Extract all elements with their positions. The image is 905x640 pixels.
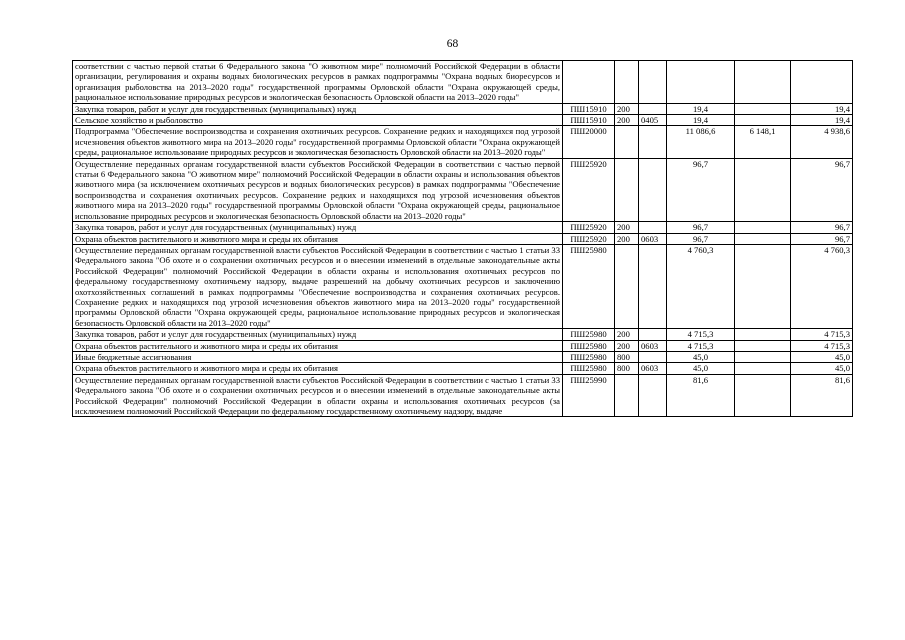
- row-federal-cell: [735, 61, 791, 104]
- row-section-cell: [639, 222, 667, 233]
- row-section-cell: 0603: [639, 363, 667, 374]
- row-name-cell: соответствии с частью первой статьи 6 Федерального закона "О животном мире" полномочий Российской Федерации в области организации, регулирования и охраны водных биологических ресурсов в рамках подпрограммы "Охрана водных биоресурсов и организация рыболовства на 2013–2020 годы" государственной программы Орловской области "Охрана окружающей среды, рациональное использование природных ресурсов и экологическая безопасность Орловской области на 2013–2020 годы": [73, 61, 563, 104]
- row-federal-cell: [735, 103, 791, 114]
- table-body: [73, 61, 853, 417]
- row-expense-type-cell: 800: [615, 363, 639, 374]
- row-name-cell: Осуществление переданных органам государственной власти субъектов Российской Федерации в соответствии с частью первой статьи 6 Федерального закона "О животном мире" полномочий Российской Федерации в области охраны и использования объектов животного мира (за исключением охотничьих ресурсов и водных биологических ресурсов) в рамках подпрограммы "Обеспечение воспроизводства и сохранения охотничьих ресурсов. Сохранение редких и находящихся под угрозой исчезновения объектов животного мира на 2013–2020 годы" государственной программы Орловской области "Охрана окружающей среды, рациональное использование природных ресурсов и экологическая безопасность Орловской области на 2013–2020 годы": [73, 158, 563, 221]
- row-federal-cell: 6 148,1: [735, 126, 791, 158]
- table-row: [73, 222, 853, 233]
- row-name-cell: Осуществление переданных органам государственной власти субъектов Российской Федерации в соответствии с частью 1 статьи 33 Федерального закона "Об охоте и о сохранении охотничьих ресурсов и о внесении изменений в отдельные законодательные акты Российской Федерации" полномочий Российской Федерации в области охраны и использования охотничьих ресурсов (за исключением полномочий Российской Федерации по федеральному государственному охотничьему надзору, выдаче: [73, 374, 563, 417]
- row-federal-cell: [735, 115, 791, 126]
- table-row: [73, 103, 853, 114]
- row-name-cell: Закупка товаров, работ и услуг для государственных (муниципальных) нужд: [73, 222, 563, 233]
- row-expense-type-cell: 800: [615, 351, 639, 362]
- row-total-cell: 19,4: [667, 115, 735, 126]
- table-row: [73, 329, 853, 340]
- row-code-cell: ПШ15910: [563, 103, 615, 114]
- table-row: [73, 233, 853, 244]
- row-code-cell: [563, 61, 615, 104]
- row-code-cell: ПШ25980: [563, 363, 615, 374]
- row-regional-cell: 96,7: [791, 233, 853, 244]
- row-expense-type-cell: 200: [615, 329, 639, 340]
- row-total-cell: 45,0: [667, 363, 735, 374]
- row-expense-type-cell: [615, 126, 639, 158]
- row-section-cell: [639, 351, 667, 362]
- row-expense-type-cell: [615, 61, 639, 104]
- row-section-cell: [639, 103, 667, 114]
- row-total-cell: 81,6: [667, 374, 735, 417]
- row-regional-cell: 45,0: [791, 363, 853, 374]
- row-name-cell: Сельское хозяйство и рыболовство: [73, 115, 563, 126]
- table-row: [73, 340, 853, 351]
- row-section-cell: [639, 374, 667, 417]
- row-federal-cell: [735, 329, 791, 340]
- row-name-cell: Охрана объектов растительного и животного мира и среды их обитания: [73, 363, 563, 374]
- row-regional-cell: 4 715,3: [791, 340, 853, 351]
- page-number: 68: [446, 38, 459, 50]
- row-total-cell: 4 760,3: [667, 244, 735, 328]
- row-total-cell: [667, 61, 735, 104]
- row-expense-type-cell: [615, 244, 639, 328]
- row-regional-cell: 45,0: [791, 351, 853, 362]
- row-federal-cell: [735, 158, 791, 221]
- row-section-cell: 0603: [639, 233, 667, 244]
- row-regional-cell: [791, 61, 853, 104]
- row-section-cell: 0603: [639, 340, 667, 351]
- row-regional-cell: 19,4: [791, 103, 853, 114]
- row-code-cell: ПШ15910: [563, 115, 615, 126]
- row-section-cell: [639, 158, 667, 221]
- row-federal-cell: [735, 374, 791, 417]
- row-federal-cell: [735, 340, 791, 351]
- row-regional-cell: 4 760,3: [791, 244, 853, 328]
- row-expense-type-cell: 200: [615, 115, 639, 126]
- row-total-cell: 96,7: [667, 222, 735, 233]
- row-total-cell: 96,7: [667, 233, 735, 244]
- budget-table: [72, 60, 853, 417]
- row-code-cell: ПШ25980: [563, 340, 615, 351]
- table-row: [73, 374, 853, 417]
- row-code-cell: ПШ25920: [563, 158, 615, 221]
- row-federal-cell: [735, 363, 791, 374]
- row-expense-type-cell: 200: [615, 103, 639, 114]
- table-row: [73, 115, 853, 126]
- row-name-cell: Охрана объектов растительного и животного мира и среды их обитания: [73, 233, 563, 244]
- row-section-cell: [639, 244, 667, 328]
- row-federal-cell: [735, 222, 791, 233]
- row-section-cell: [639, 126, 667, 158]
- row-regional-cell: 4 938,6: [791, 126, 853, 158]
- row-name-cell: Подпрограмма "Обеспечение воспроизводства и сохранения охотничьих ресурсов. Сохранение редких и находящихся под угрозой исчезновения объектов животного мира на 2013–2020 годы" государственной программы Орловской области "Охрана окружающей среды, рациональное использование природных ресурсов и экологическая безопасность Орловской области на 2013–2020 годы": [73, 126, 563, 158]
- row-expense-type-cell: [615, 374, 639, 417]
- row-total-cell: 4 715,3: [667, 329, 735, 340]
- row-code-cell: ПШ25980: [563, 244, 615, 328]
- table-row: [73, 363, 853, 374]
- row-name-cell: Закупка товаров, работ и услуг для государственных (муниципальных) нужд: [73, 103, 563, 114]
- row-federal-cell: [735, 351, 791, 362]
- row-expense-type-cell: [615, 158, 639, 221]
- row-code-cell: ПШ25920: [563, 222, 615, 233]
- row-section-cell: 0405: [639, 115, 667, 126]
- row-code-cell: ПШ20000: [563, 126, 615, 158]
- row-code-cell: ПШ25920: [563, 233, 615, 244]
- table-row: [73, 244, 853, 328]
- row-regional-cell: 96,7: [791, 222, 853, 233]
- row-code-cell: ПШ25980: [563, 329, 615, 340]
- row-expense-type-cell: 200: [615, 233, 639, 244]
- row-code-cell: ПШ25990: [563, 374, 615, 417]
- row-regional-cell: 4 715,3: [791, 329, 853, 340]
- row-code-cell: ПШ25980: [563, 351, 615, 362]
- table-row: [73, 126, 853, 158]
- row-name-cell: Охрана объектов растительного и животного мира и среды их обитания: [73, 340, 563, 351]
- row-regional-cell: 19,4: [791, 115, 853, 126]
- row-total-cell: 96,7: [667, 158, 735, 221]
- row-section-cell: [639, 329, 667, 340]
- row-federal-cell: [735, 233, 791, 244]
- row-regional-cell: 81,6: [791, 374, 853, 417]
- table-row: [73, 61, 853, 104]
- row-total-cell: 45,0: [667, 351, 735, 362]
- row-total-cell: 4 715,3: [667, 340, 735, 351]
- row-name-cell: Закупка товаров, работ и услуг для государственных (муниципальных) нужд: [73, 329, 563, 340]
- row-name-cell: Иные бюджетные ассигнования: [73, 351, 563, 362]
- table-row: [73, 351, 853, 362]
- table-row: [73, 158, 853, 221]
- row-name-cell: Осуществление переданных органам государственной власти субъектов Российской Федерации в соответствии с частью 1 статьи 33 Федерального закона "Об охоте и о сохранении охотничьих ресурсов и о внесении изменений в отдельные законодательные акты Российской Федерации" полномочий Российской Федерации в области охраны и использования охотничьих ресурсов по федеральному государственному охотничьему надзору, выдаче разрешений на добычу охотничьих ресурсов и заключению охотхозяйственных соглашений в рамках подпрограммы "Обеспечение воспроизводства и сохранения охотничьих ресурсов. Сохранение редких и находящихся под угрозой исчезновения объектов животного мира на 2013–2020 годы" государственной программы Орловской области "Охрана окружающей среды, рациональное использование природных ресурсов и экологическая безопасность Орловской области на 2013–2020 годы": [73, 244, 563, 328]
- row-total-cell: 11 086,6: [667, 126, 735, 158]
- row-expense-type-cell: 200: [615, 222, 639, 233]
- row-section-cell: [639, 61, 667, 104]
- row-expense-type-cell: 200: [615, 340, 639, 351]
- row-regional-cell: 96,7: [791, 158, 853, 221]
- row-federal-cell: [735, 244, 791, 328]
- row-total-cell: 19,4: [667, 103, 735, 114]
